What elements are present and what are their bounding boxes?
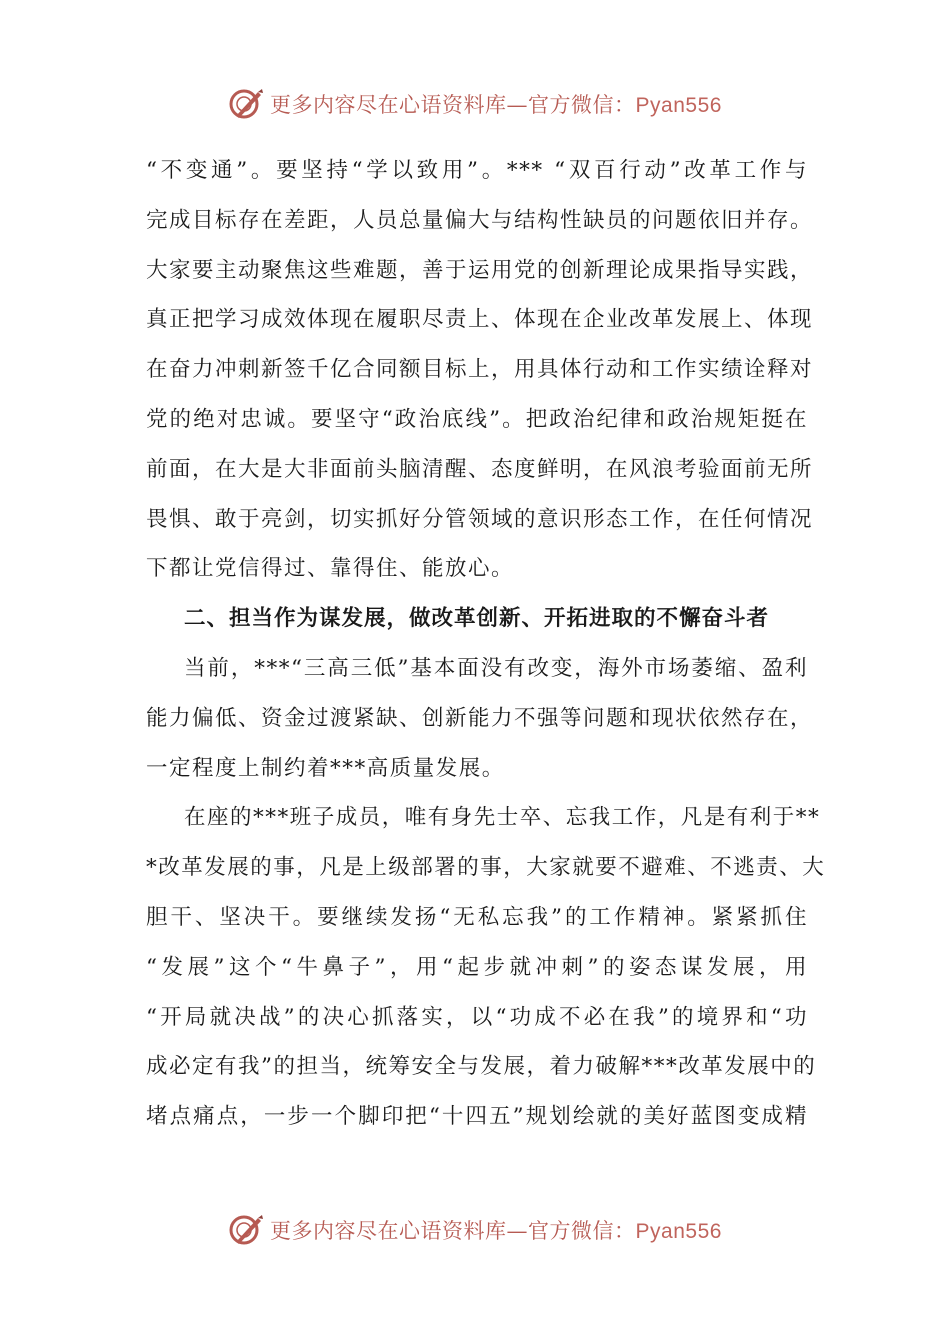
footer-banner (0, 1210, 950, 1250)
body-line: 真正把学习成效体现在履职尽责上、体现在企业改革发展上、体现 (146, 307, 814, 333)
banner-library-text: 更多内容尽在心语资料库 (270, 1219, 507, 1243)
header-banner (0, 84, 950, 124)
body-line: 前面，在大是大非面前头脑清醒、态度鲜明，在风浪考验面前无所 (146, 456, 814, 482)
banner-library-text: 更多内容尽在心语资料库 (270, 93, 507, 117)
body-line: 当前，***“三高三低”基本面没有改变，海外市场萎缩、盈利 (184, 655, 808, 681)
body-line: 能力偏低、资金过渡紧缺、创新能力不强等问题和现状依然存在， (146, 705, 814, 731)
body-line: 成必定有我”的担当，统筹安全与发展，着力破解***改革发展中的 (146, 1054, 817, 1080)
document-body (146, 146, 826, 1142)
banner-wechat-id: Pyan556 (635, 94, 722, 117)
body-line: 在奋力冲刺新签千亿合同额目标上，用具体行动和工作实绩诠释对 (146, 357, 814, 383)
body-line: 完成目标存在差距，人员总量偏大与结构性缺员的问题依旧并存。 (146, 207, 814, 233)
body-line: “开局就决战”的决心抓落实，以“功成不必在我”的境界和“功 (146, 1004, 808, 1030)
body-line: 大家要主动聚焦这些难题，善于运用党的创新理论成果指导实践， (146, 257, 814, 283)
banner-text (270, 1215, 722, 1245)
body-line: 一定程度上制约着***高质量发展。 (146, 755, 505, 781)
body-line: 胆干、坚决干。要继续发扬“无私忘我”的工作精神。紧紧抓住 (146, 904, 808, 930)
banner-wechat-label: 官方微信： (528, 93, 636, 117)
body-line: 下都让党信得过、靠得住、能放心。 (146, 556, 515, 582)
body-line: 堵点痛点，一步一个脚印把“十四五”规划绘就的美好蓝图变成精 (146, 1104, 808, 1130)
body-line: “发展”这个“牛鼻子”，用“起步就冲刺”的姿态谋发展，用 (146, 954, 808, 980)
section-heading: 二、担当作为谋发展，做改革创新、开拓进取的不懈奋斗者 (184, 606, 770, 632)
body-line: 在座的***班子成员，唯有身先士卒、忘我工作，凡是有利于** (184, 805, 821, 831)
pen-logo-icon (228, 86, 264, 122)
pen-logo-icon (228, 1212, 264, 1248)
body-line: 畏惧、敢于亮剑，切实抓好分管领域的意识形态工作，在任何情况 (146, 506, 814, 532)
body-line: “不变通”。要坚持“学以致用”。*** “双百行动”改革工作与 (146, 158, 808, 183)
banner-wechat-id: Pyan556 (635, 1220, 722, 1243)
banner-wechat-label: 官方微信： (528, 1219, 636, 1243)
body-line: *改革发展的事，凡是上级部署的事，大家就要不避难、不逃责、大 (146, 855, 826, 881)
banner-dash: — (506, 93, 529, 117)
body-line: 党的绝对忠诚。要坚守“政治底线”。把政治纪律和政治规矩挺在 (146, 406, 808, 432)
banner-text (270, 89, 722, 119)
banner-dash: — (506, 1219, 529, 1243)
